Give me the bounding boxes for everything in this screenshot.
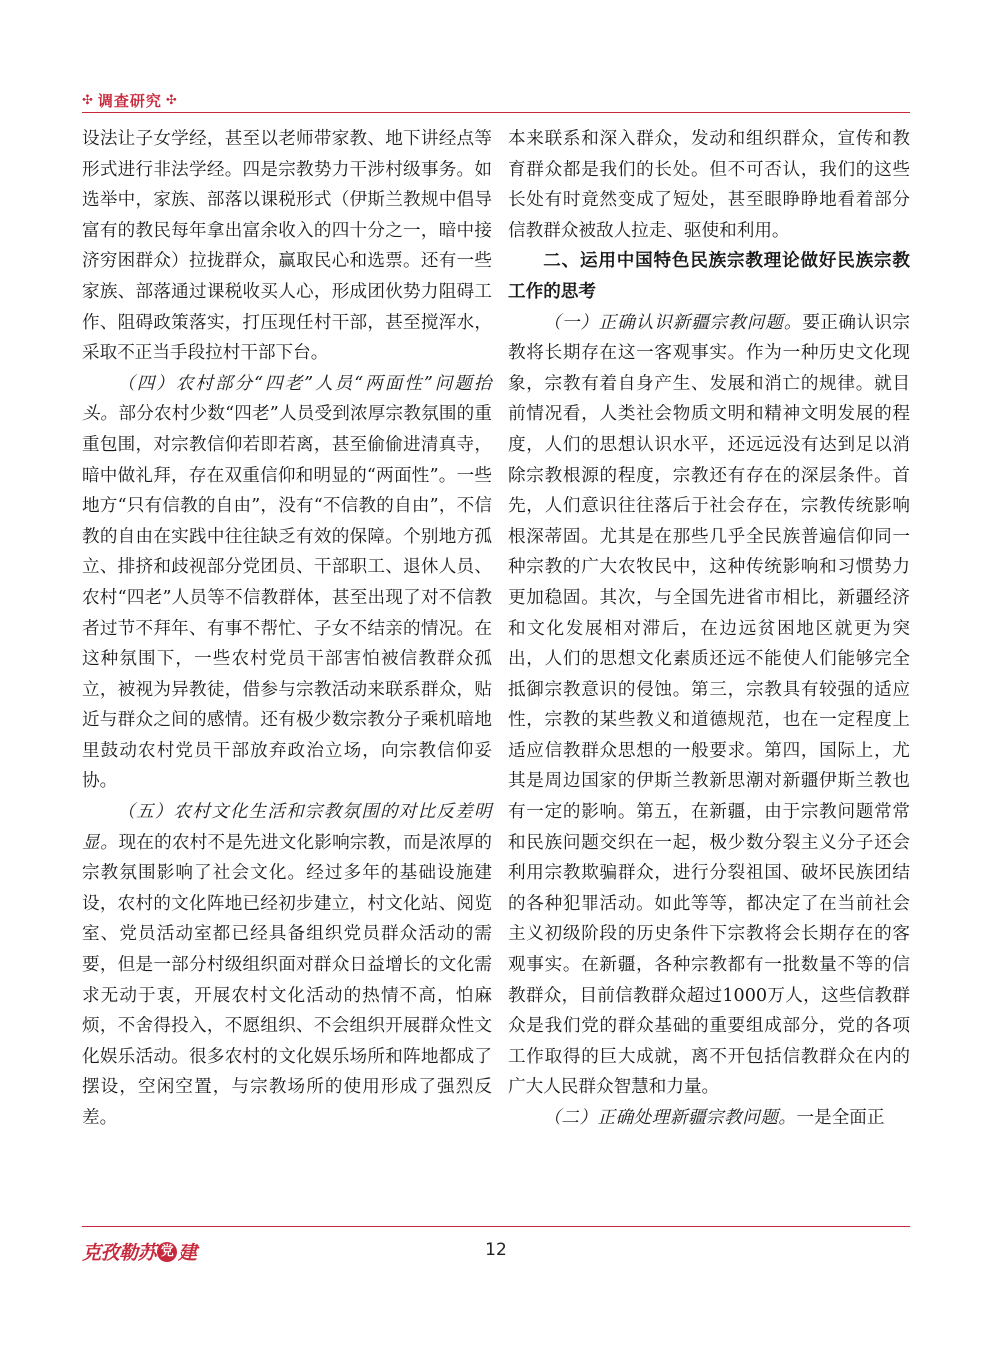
paragraph-text: 部分农村少数“四老”人员受到浓厚宗教氛围的重重包围，对宗教信仰若即若离，甚至偷偷进清真寺，暗中做礼拜，存在双重信仰和明显的“两面性”。一些地方“只有信教的自由”，没有“不信教的自由”，不信教的自由在实践中往往缺乏有效的保障。个别地方孤立、排挤和歧视部分党团员、干部职工、退休人员、农村“四老”人员等不信教群体，甚至出现了对不信教者过节不拜年、有事不帮忙、子女不结亲的情况。在这种氛围下，一些农村党员干部害怕被信教群众孤立，被视为异教徒，借参与宗教活动来联系群众，贴近与群众之间的感情。还有极少数宗教分子乘机暗地里鼓动农村党员干部放弃政治立场，向宗教信仰妥协。	[82, 404, 492, 792]
paragraph-text: 现在的农村不是先进文化影响宗教，而是浓厚的宗教氛围影响了社会文化。经过多年的基础设施建设，农村的文化阵地已经初步建立，村文化站、阅览室、党员活动室都已经具备组织党员群众活动的需要，但是一部分村级组织面对群众日益增长的文化需求无动于衷，开展农村文化活动的热情不高，怕麻烦，不舍得投入，不愿组织、不会组织开展群众性文化娱乐活动。很多农村的文化娱乐场所和阵地都成了摆设，空闲空置，与宗教场所的使用形成了强烈反差。	[82, 832, 492, 1128]
paragraph: 设法让子女学经，甚至以老师带家教、地下讲经点等形式进行非法学经。四是宗教势力干涉村级事务。如选举中，家族、部落以课税形式（伊斯兰教规中倡导富有的教民每年拿出富余收入的四十分之一，暗中接济穷困群众）拉拢群众，赢取民心和选票。还有一些家族、部落通过课税收买人心，形成团伙势力阻碍工作、阻碍政策落实，打压现任村干部，甚至搅浑水，采取不正当手段拉村干部下台。	[82, 129, 492, 364]
section-heading: 二、运用中国特色民族宗教理论做好民族宗教工作的思考	[508, 251, 910, 302]
logo-seal: 党	[157, 1242, 177, 1262]
article-body	[82, 124, 910, 1204]
paragraph	[508, 308, 910, 1103]
subheading: （二）正确处理新疆宗教问题。	[543, 1108, 797, 1128]
ornament-icon: ✣	[165, 93, 178, 108]
paragraph-text: 要正确认识宗教将长期存在这一客观事实。作为一种历史文化现象，宗教有着自身产生、发展和消亡的规律。就目前情况看，人类社会物质文明和精神文明发展的程度，人们的思想认识水平，还远远没有达到足以消除宗教根源的程度，宗教还有存在的深层条件。首先，人们意识往往落后于社会存在，宗教传统影响根深蒂固。尤其是在那些几乎全民族普遍信仰同一种宗教的广大农牧民中，这种传统影响和习惯势力更加稳固。其次，与全国先进省市相比，新疆经济和文化发展相对滞后，在边远贫困地区就更为突出，人们的思想文化素质还远不能使人们能够完全抵御宗教意识的侵蚀。第三，宗教具有较强的适应性，宗教的某些教义和道德规范，也在一定程度上适应信教群众思想的一般要求。第四，国际上，尤其是周边国家的伊斯兰教新思潮对新疆伊斯兰教也有一定的影响。第五，在新疆，由于宗教问题常常和民族问题交织在一起，极少数分裂主义分子还会利用宗教欺骗群众，进行分裂祖国、破坏民族团结的各种犯罪活动。如此等等，都决定了在当前社会主义初级阶段的历史条件下宗教将会长期存在的客观事实。在新疆，各种宗教都有一批数量不等的信教群众，目前信教群众超过1000万人，这些信教群众是我们党的群众基础的重要组成部分，党的各项工作取得的巨大成就，离不开包括信教群众在内的广大人民群众智慧和力量。	[508, 312, 910, 1098]
subheading: （五）农村文化生活和宗教氛围的对比反差明显。	[82, 802, 492, 853]
section-label-text: 调查研究	[97, 92, 162, 110]
logo-text: 克孜勒苏	[82, 1242, 157, 1264]
subheading: （四）农村部分“四老”人员“两面性”问题抬头。	[82, 373, 492, 425]
footer-divider	[82, 1226, 910, 1227]
paragraph: 本来联系和深入群众，发动和组织群众，宣传和教育群众都是我们的长处。但不可否认，我们的这些长处有时竟然变成了短处，甚至眼睁睁地看着部分信教群众被敌人拉走、驱使和利用。	[508, 129, 910, 241]
paragraph-text: 一是全面正	[796, 1108, 885, 1128]
paragraph	[508, 1103, 910, 1134]
right-column	[508, 124, 910, 1134]
left-column	[82, 124, 492, 1134]
paragraph	[82, 369, 492, 797]
paragraph	[82, 797, 492, 1134]
page-header	[82, 88, 910, 114]
header-divider	[82, 112, 910, 113]
subheading: （一）正确认识新疆宗教问题。	[543, 312, 803, 333]
ornament-icon: ✣	[82, 93, 94, 108]
logo-text: 建	[178, 1242, 197, 1264]
page-number: 12	[485, 1240, 507, 1260]
section-label	[82, 90, 178, 111]
publication-logo	[82, 1238, 197, 1265]
